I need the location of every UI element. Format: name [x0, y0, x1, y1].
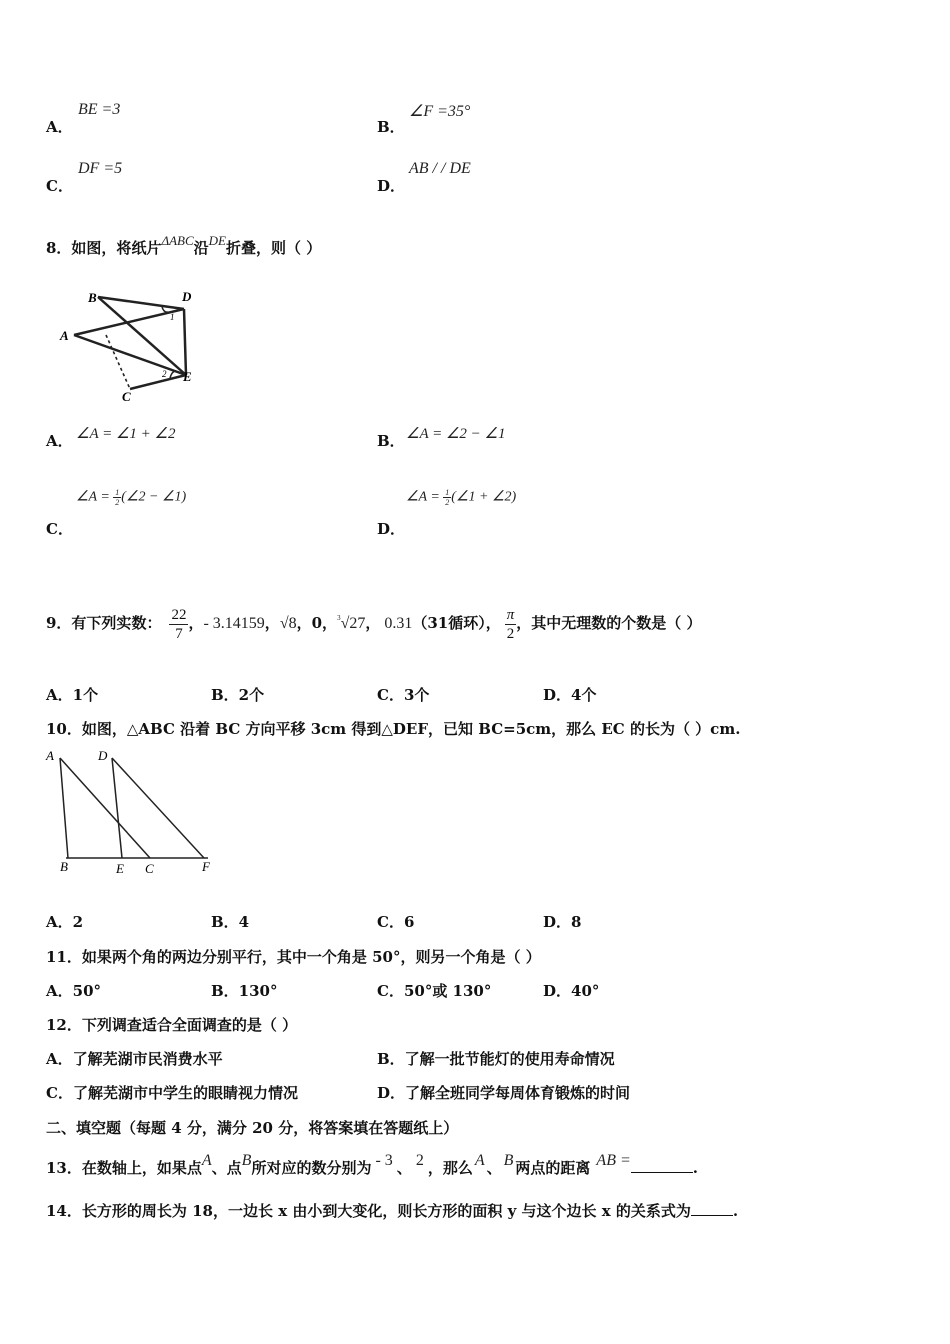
q10-label-e: E	[116, 861, 124, 876]
q11-option-b: B．130°	[211, 982, 278, 1000]
q9-option-b: B．2个	[211, 686, 265, 704]
q9-value-zero: 0	[311, 614, 323, 632]
q8-line-ce	[130, 375, 186, 389]
q13-stem	[46, 1143, 698, 1186]
q9-comma-3: ，	[296, 614, 312, 632]
q10-option-b: B．4	[211, 913, 250, 931]
q8-line-ad	[74, 309, 184, 335]
q13-point-b-2: B	[503, 1152, 514, 1169]
q13-point-a: A	[201, 1152, 212, 1169]
q12-option-a: A．了解芜湖市民消费水平	[46, 1050, 223, 1068]
q8-label-d: D	[182, 289, 192, 304]
q9-frac1-num: 22	[171, 606, 187, 623]
q14-answer-blank[interactable]	[691, 1215, 733, 1216]
q8-option-d-expr	[406, 488, 516, 507]
q8-option-c-frac-den: 2	[115, 498, 120, 507]
q13-part-2: 、点	[211, 1159, 242, 1177]
q8-tail: 折叠，则（ ）	[226, 239, 322, 257]
q8-option-d-pre: ∠A =	[406, 489, 444, 505]
q8-line-ae	[74, 335, 186, 375]
q9-frac2-num: π	[506, 606, 515, 623]
q9-option-c: C．3个	[377, 686, 430, 704]
q12-stem: 12．下列调查适合全面调查的是（ ）	[46, 1016, 298, 1034]
q8-label-e: E	[183, 369, 192, 384]
q9-frac-22-7	[169, 606, 188, 643]
q14-text: 14．长方形的周长为 18，一边长 x 由小到大变化，则长方形的面积 y 与这个边长 x 的关系式为	[46, 1202, 691, 1220]
q12-option-c: C．了解芜湖市中学生的眼睛视力情况	[46, 1084, 298, 1102]
q10-label-d: D	[98, 748, 108, 763]
q8-stem	[46, 233, 321, 258]
q13-sep-1: 、	[396, 1159, 412, 1177]
q8-label-angle-1: 1	[170, 312, 175, 322]
q8-option-a-label: A．	[46, 432, 73, 450]
q8-line-dash	[106, 335, 130, 389]
q10-option-c: C．6	[377, 913, 415, 931]
q10-label-c: C	[145, 861, 154, 876]
q10-option-d: D．8	[543, 913, 582, 931]
q9-comma-2: ，	[264, 614, 280, 632]
q13-point-a-2: A	[474, 1152, 485, 1169]
q14-stem	[46, 1200, 738, 1221]
q9-comma-4: ，	[322, 614, 338, 632]
q7-option-b-label: B．	[377, 118, 405, 136]
q8-option-b-label: B．	[377, 432, 405, 450]
q8-de: DE	[208, 233, 226, 248]
q7-option-a-label: A．	[46, 118, 73, 136]
q11-stem: 11．如果两个角的两边分别平行，其中一个角是 50°，则另一个角是（ ）	[46, 948, 541, 966]
q9-comma-1: ，	[188, 614, 204, 632]
q8-triangle: ΔABC	[161, 233, 194, 248]
q9-value-sqrt8: √8	[279, 615, 297, 632]
q13-part-3: 所对应的数分别为	[251, 1159, 372, 1177]
q13-ab: AB =	[596, 1152, 631, 1169]
q8-option-b-expr: ∠A = ∠2 − ∠1	[406, 426, 506, 442]
q8-label-c: C	[122, 389, 131, 403]
q9-repeating-note: （31循环）	[412, 614, 486, 632]
q8-option-c-frac-num: 1	[115, 488, 120, 497]
q8-figure	[52, 285, 212, 403]
q8-option-a-expr: ∠A = ∠1 + ∠2	[76, 426, 176, 442]
q9-frac-pi-2	[505, 606, 517, 643]
q10-figure	[44, 744, 224, 878]
q10-line-df	[112, 758, 204, 858]
q13-end: .	[692, 1159, 698, 1177]
q13-sep-2: 、	[486, 1159, 502, 1177]
q7-option-a-expr: BE =3	[78, 101, 121, 118]
q13-number-2: 2	[415, 1152, 424, 1169]
q8-option-d-label: D．	[377, 520, 406, 538]
q8-option-c-post: (∠2 − ∠1)	[121, 489, 187, 505]
q9-tail: ，其中无理数的个数是（ ）	[516, 614, 702, 632]
q7-option-c-expr: DF =5	[78, 160, 123, 177]
q9-stem	[46, 598, 702, 644]
q7-option-b-expr: ∠F =35°	[409, 103, 471, 120]
q9-option-a: A．1个	[46, 686, 99, 704]
q13-number-1: - 3	[375, 1152, 393, 1169]
q10-line-de	[112, 758, 122, 858]
q9-comma-5: ，	[365, 614, 381, 632]
q13-part-4: ，那么	[427, 1159, 473, 1177]
q7-option-c-label: C．	[46, 177, 73, 195]
q8-line-be	[98, 297, 186, 375]
q9-value-repeating: 0.31	[384, 615, 413, 632]
q8-number: 8．如图，将纸片	[46, 239, 162, 257]
q9-number: 9．有下列实数：	[46, 614, 162, 632]
q8-label-a: A	[60, 328, 69, 343]
q12-option-d: D．了解全班同学每周体育锻炼的时间	[377, 1084, 631, 1102]
q7-option-d-expr: AB / / DE	[409, 160, 471, 177]
q9-option-d: D．4个	[543, 686, 597, 704]
q11-option-c: C．50°或 130°	[377, 982, 492, 1000]
q8-option-c-pre: ∠A =	[76, 489, 114, 505]
q9-value-pi-approx: - 3.14159	[203, 615, 265, 632]
q8-label-b: B	[88, 290, 97, 305]
q13-point-b: B	[241, 1152, 252, 1169]
q8-option-d-post: (∠1 + ∠2)	[451, 489, 517, 505]
q9-comma-6: ，	[485, 614, 501, 632]
q10-option-a: A．2	[46, 913, 84, 931]
q8-option-d-frac-num: 1	[445, 488, 450, 497]
q8-line-de	[184, 309, 186, 375]
q10-label-b: B	[60, 859, 68, 874]
q10-stem: 10．如图，△ABC 沿着 BC 方向平移 3cm 得到△DEF，已知 BC=5cm，那么 EC 的长为（ ）cm.	[46, 720, 741, 738]
q10-line-ac	[60, 758, 150, 858]
q12-option-b: B．了解一批节能灯的使用寿命情况	[377, 1050, 615, 1068]
q9-cuberoot-index: 3	[337, 614, 341, 622]
q13-answer-blank[interactable]	[631, 1172, 693, 1173]
q13-part-5: 两点的距离	[515, 1159, 591, 1177]
q9-frac1-den: 7	[175, 625, 183, 642]
q11-option-d: D．40°	[543, 982, 600, 1000]
q8-option-c-label: C．	[46, 520, 73, 538]
section-2-heading: 二、填空题（每题 4 分，满分 20 分，将答案填在答题纸上）	[46, 1119, 459, 1137]
q9-frac2-den: 2	[506, 625, 515, 642]
q9-value-cbrt27: √27	[340, 615, 366, 632]
q10-line-ab	[60, 758, 68, 858]
q10-label-f: F	[202, 859, 210, 874]
q7-option-d-label: D．	[377, 177, 406, 195]
q8-option-d-frac-den: 2	[445, 498, 450, 507]
q8-option-c-expr	[76, 488, 186, 507]
q8-label-angle-2: 2	[162, 369, 167, 379]
q11-option-a: A．50°	[46, 982, 102, 1000]
q13-part-1: 13．在数轴上，如果点	[46, 1159, 202, 1177]
q8-mid: 沿	[193, 239, 209, 257]
q14-end: .	[732, 1202, 739, 1220]
q10-label-a: A	[46, 748, 54, 763]
